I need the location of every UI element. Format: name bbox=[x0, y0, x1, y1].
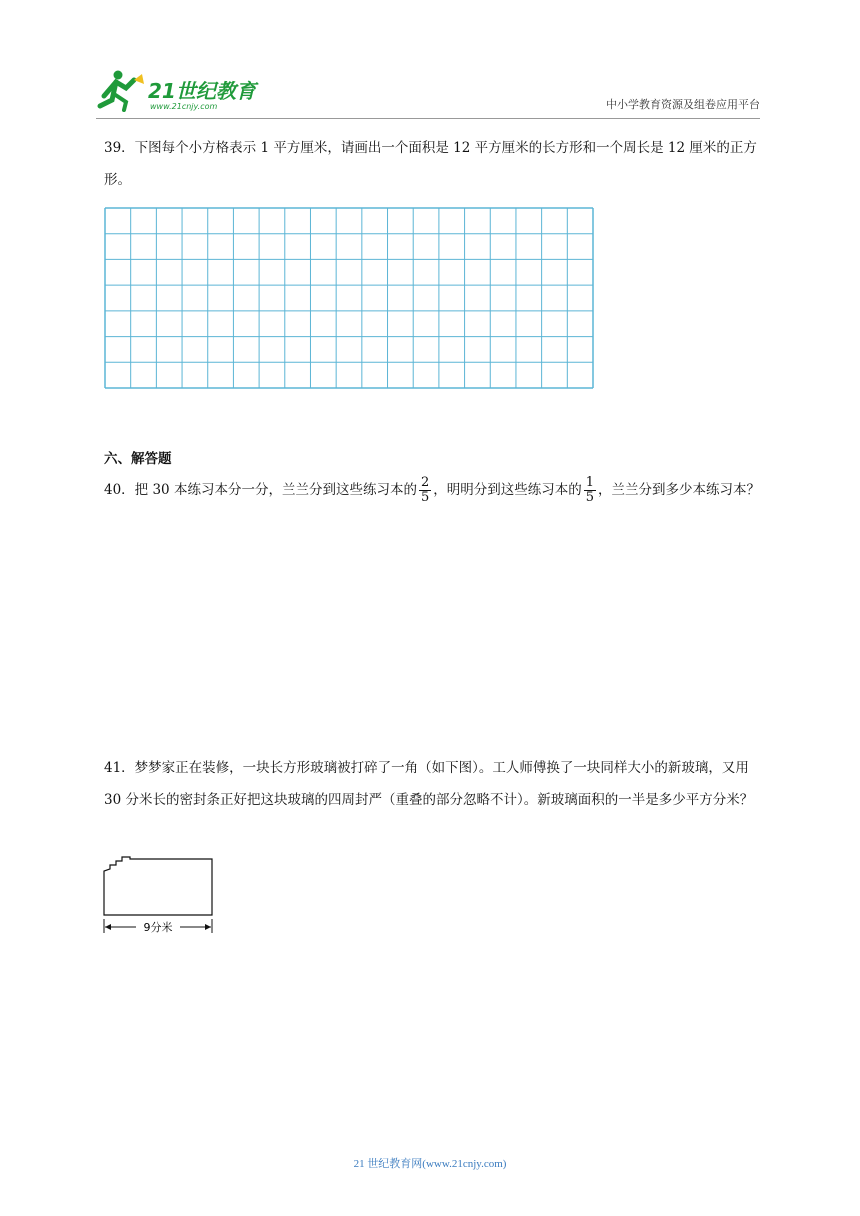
page-footer: 21 世纪教育网(www.21cnjy.com) bbox=[353, 1158, 507, 1170]
logo-subtext: www.21cnjy.com bbox=[150, 102, 218, 111]
header-divider bbox=[96, 118, 760, 119]
fraction-one-fifth: $\frac{1}{5}$ bbox=[585, 475, 595, 505]
section-title: 六、解答题 bbox=[104, 451, 172, 467]
broken-glass-figure bbox=[100, 855, 230, 937]
runner-icon bbox=[100, 71, 144, 111]
question-39: 39．下图每个小方格表示 1 平方厘米，请画出一个面积是 12 平方厘米的长方形和一个周长是 12 厘米的正方形。 bbox=[104, 140, 757, 188]
platform-name: 中小学教育资源及组卷应用平台 bbox=[606, 98, 760, 111]
question-41: 41．梦梦家正在装修，一块长方形玻璃被打碎了一角（如下图）。工人师傅换了一块同样大小的新玻璃，又用 30 分米长的密封条正好把这块玻璃的四周封严（重叠的部分忽略不计）。新玻璃面积的一半是多少平方分米？ bbox=[104, 760, 754, 808]
question-40 bbox=[104, 474, 760, 506]
fraction-two-fifths: $\frac{2}{5}$ bbox=[420, 475, 430, 505]
logo-text: 21世纪教育 bbox=[148, 79, 256, 103]
glass-outline bbox=[104, 857, 212, 915]
dimension-label: 9分米 bbox=[143, 921, 173, 934]
q40-text-part3: ，兰兰分到多少本练习本？ bbox=[598, 482, 761, 498]
q40-text-part2: ，明明分到这些练习本的 bbox=[433, 482, 582, 498]
dimension-arrow-left bbox=[105, 924, 111, 930]
square-grid[interactable] bbox=[104, 207, 594, 389]
site-logo bbox=[96, 66, 266, 112]
dimension-arrow-right bbox=[205, 924, 211, 930]
page-header bbox=[96, 66, 760, 116]
q40-text-part1: 40．把 30 本练习本分一分，兰兰分到这些练习本的 bbox=[104, 482, 417, 498]
